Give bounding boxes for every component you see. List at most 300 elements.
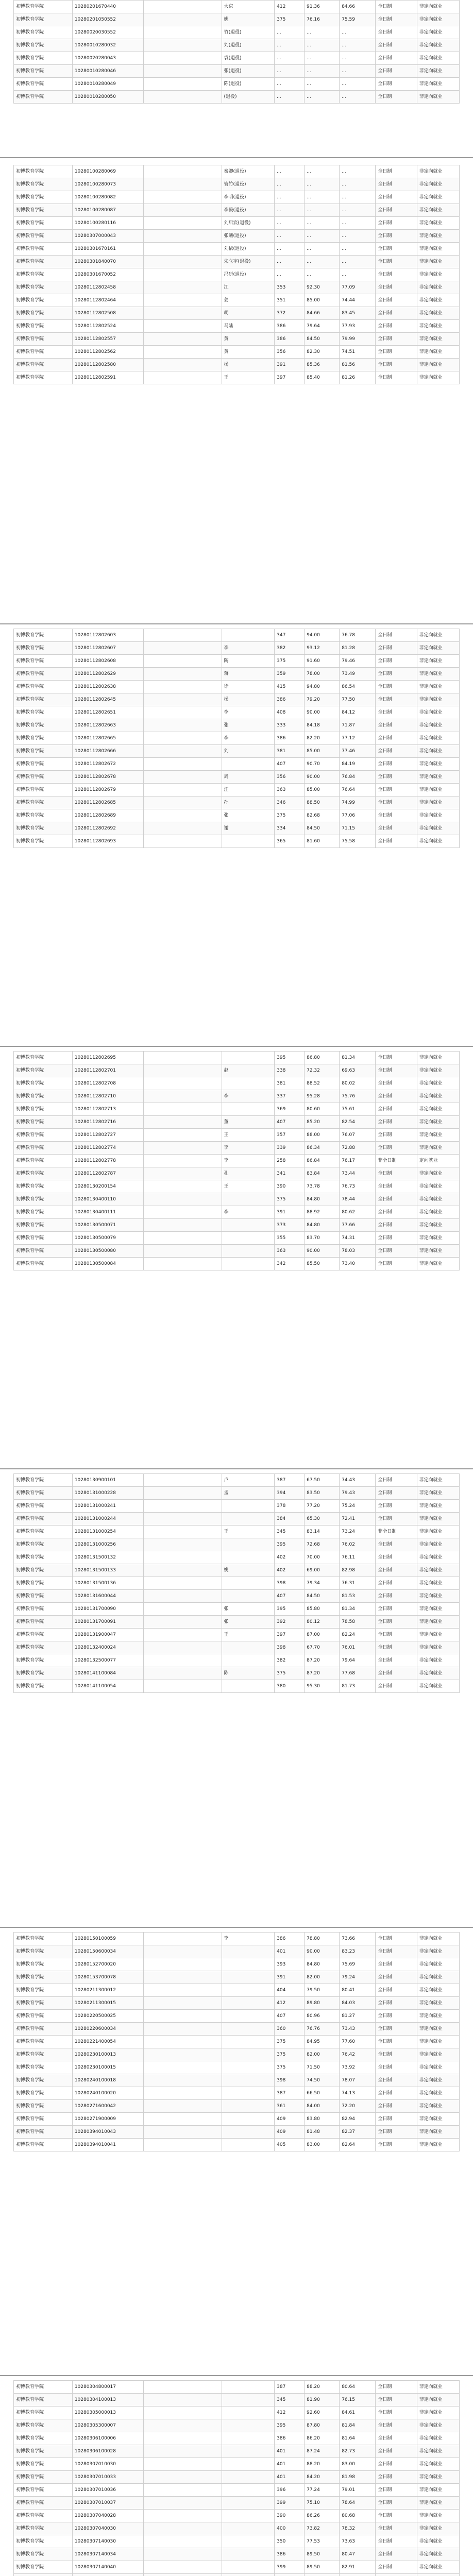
total-score-cell: 84.19 bbox=[340, 758, 376, 771]
page-divider bbox=[0, 1927, 473, 1928]
student-name-cell bbox=[222, 1958, 275, 1971]
initial-score-cell: 395 bbox=[275, 1052, 305, 1064]
study-mode-cell: 全日制 bbox=[376, 1933, 417, 1945]
total-score-cell: 75.24 bbox=[340, 1500, 376, 1513]
student-name-cell: 杨 bbox=[222, 359, 275, 371]
college-cell: 初博教育学院 bbox=[14, 2406, 73, 2419]
exam-id-cell: 10280112802695 bbox=[72, 1052, 143, 1064]
spacer-cell bbox=[144, 1077, 222, 1090]
total-score-cell: 82.94 bbox=[340, 2113, 376, 2126]
study-mode-cell: 全日制 bbox=[376, 2432, 417, 2445]
student-name-cell: 冯研(退役) bbox=[222, 268, 275, 281]
student-name-cell: 李毅(退役) bbox=[222, 204, 275, 217]
spacer-cell bbox=[144, 320, 222, 333]
total-score-cell: 76.31 bbox=[340, 1577, 376, 1590]
spacer-cell bbox=[144, 2087, 222, 2100]
student-name-cell: 张 bbox=[222, 1603, 275, 1616]
employment-type-cell: 非定向就业 bbox=[417, 655, 459, 668]
student-name-cell: 孙 bbox=[222, 796, 275, 809]
total-score-cell: 77.93 bbox=[340, 320, 376, 333]
table-row bbox=[14, 1206, 460, 1219]
retest-score-cell: 80.96 bbox=[305, 2010, 340, 2023]
student-name-cell bbox=[222, 2561, 275, 2574]
table-row bbox=[14, 1641, 460, 1654]
table-row bbox=[14, 681, 460, 693]
initial-score-cell: 387 bbox=[275, 2381, 305, 2394]
study-mode-cell: 全日制 bbox=[376, 732, 417, 745]
table-row bbox=[14, 2432, 460, 2445]
student-name-cell: 王 bbox=[222, 1526, 275, 1538]
spacer-cell bbox=[144, 668, 222, 681]
study-mode-cell: 全日制 bbox=[376, 2561, 417, 2574]
student-name-cell bbox=[222, 2471, 275, 2484]
exam-id-cell: 10280307040030 bbox=[72, 2522, 143, 2535]
total-score-cell: 79.01 bbox=[340, 2484, 376, 2497]
employment-type-cell: 非定向就业 bbox=[417, 13, 459, 26]
employment-type-cell: 非定向就业 bbox=[417, 281, 459, 294]
study-mode-cell: 全日制 bbox=[376, 1474, 417, 1487]
initial-score-cell: 369 bbox=[275, 1103, 305, 1116]
total-score-cell: 76.01 bbox=[340, 1641, 376, 1654]
study-mode-cell: 全日制 bbox=[376, 706, 417, 719]
table-row bbox=[14, 165, 460, 178]
spacer-cell bbox=[144, 1103, 222, 1116]
employment-type-cell: 非定向就业 bbox=[417, 243, 459, 256]
study-mode-cell: 全日制 bbox=[376, 2535, 417, 2548]
student-name-cell: 大京 bbox=[222, 1, 275, 13]
exam-id-cell: 10280304100013 bbox=[72, 2394, 143, 2406]
college-cell: 初博教育学院 bbox=[14, 1590, 73, 1603]
table-row bbox=[14, 1945, 460, 1958]
retest-score-cell: 77.24 bbox=[305, 2484, 340, 2497]
total-score-cell: 76.02 bbox=[340, 1538, 376, 1551]
study-mode-cell: 全日制 bbox=[376, 1193, 417, 1206]
employment-type-cell: 非定向就业 bbox=[417, 2087, 459, 2100]
spacer-cell bbox=[144, 359, 222, 371]
student-name-cell bbox=[222, 2113, 275, 2126]
spacer-cell bbox=[144, 1513, 222, 1526]
student-name-cell bbox=[222, 2406, 275, 2419]
student-name-cell bbox=[222, 2419, 275, 2432]
spacer-cell bbox=[144, 1258, 222, 1270]
exam-id-cell: 10280150100059 bbox=[72, 1933, 143, 1945]
initial-score-cell: 392 bbox=[275, 1616, 305, 1629]
page-divider bbox=[0, 157, 473, 158]
spacer-cell bbox=[144, 1052, 222, 1064]
college-cell: 初博教育学院 bbox=[14, 320, 73, 333]
exam-id-cell: 10280305300007 bbox=[72, 2419, 143, 2432]
total-score-cell: ... bbox=[340, 52, 376, 65]
college-cell: 初博教育学院 bbox=[14, 1103, 73, 1116]
total-score-cell: ... bbox=[340, 178, 376, 191]
table-row bbox=[14, 1245, 460, 1258]
retest-score-cell: 65.30 bbox=[305, 1513, 340, 1526]
total-score-cell: 73.44 bbox=[340, 1167, 376, 1180]
exam-id-cell: 10280132400024 bbox=[72, 1641, 143, 1654]
table-row bbox=[14, 835, 460, 848]
retest-score-cell: 94.00 bbox=[305, 629, 340, 642]
initial-score-cell: 405 bbox=[275, 2139, 305, 2151]
student-name-cell bbox=[222, 2394, 275, 2406]
table-block bbox=[13, 1473, 460, 1693]
retest-score-cell: ... bbox=[305, 268, 340, 281]
student-name-cell: 刘 bbox=[222, 745, 275, 758]
initial-score-cell: ... bbox=[275, 191, 305, 204]
employment-type-cell: 非定向就业 bbox=[417, 1590, 459, 1603]
table-row bbox=[14, 668, 460, 681]
college-cell: 初博教育学院 bbox=[14, 1958, 73, 1971]
total-score-cell: 77.66 bbox=[340, 1219, 376, 1232]
study-mode-cell: 全日制 bbox=[376, 2087, 417, 2100]
table-row bbox=[14, 1090, 460, 1103]
retest-score-cell: 78.00 bbox=[305, 668, 340, 681]
initial-score-cell: ... bbox=[275, 39, 305, 52]
student-name-cell bbox=[222, 1971, 275, 1984]
total-score-cell: 79.64 bbox=[340, 1654, 376, 1667]
exam-id-cell: 10280131000228 bbox=[72, 1487, 143, 1500]
total-score-cell: 82.73 bbox=[340, 2445, 376, 2458]
exam-id-cell: 10280307010033 bbox=[72, 2471, 143, 2484]
table-row bbox=[14, 1997, 460, 2010]
total-score-cell: 81.34 bbox=[340, 1603, 376, 1616]
exam-id-cell: 10280304800017 bbox=[72, 2381, 143, 2394]
spacer-cell bbox=[144, 1564, 222, 1577]
college-cell: 初博教育学院 bbox=[14, 1680, 73, 1693]
study-mode-cell: 全日制 bbox=[376, 693, 417, 706]
study-mode-cell: 全日制 bbox=[376, 2419, 417, 2432]
exam-id-cell: 10280131700091 bbox=[72, 1616, 143, 1629]
spacer-cell bbox=[144, 230, 222, 243]
spacer-cell bbox=[144, 1667, 222, 1680]
retest-score-cell: 85.00 bbox=[305, 294, 340, 307]
retest-score-cell: 76.16 bbox=[305, 13, 340, 26]
student-name-cell bbox=[222, 2126, 275, 2139]
initial-score-cell: 333 bbox=[275, 719, 305, 732]
college-cell: 初博教育学院 bbox=[14, 655, 73, 668]
total-score-cell: 82.98 bbox=[340, 1564, 376, 1577]
study-mode-cell: 全日制 bbox=[376, 1667, 417, 1680]
student-name-cell bbox=[222, 2087, 275, 2100]
employment-type-cell: 非定向就业 bbox=[417, 2484, 459, 2497]
total-score-cell: 74.43 bbox=[340, 1474, 376, 1487]
employment-type-cell: 非定向就业 bbox=[417, 1206, 459, 1219]
college-cell: 初博教育学院 bbox=[14, 1232, 73, 1245]
retest-score-cell: 95.28 bbox=[305, 1090, 340, 1103]
employment-type-cell: 非定向就业 bbox=[417, 268, 459, 281]
table-block bbox=[13, 1051, 460, 1270]
employment-type-cell: 非定向就业 bbox=[417, 2406, 459, 2419]
study-mode-cell: 全日制 bbox=[376, 2100, 417, 2113]
score-table bbox=[13, 165, 460, 384]
initial-score-cell: 391 bbox=[275, 359, 305, 371]
retest-score-cell: 90.00 bbox=[305, 706, 340, 719]
table-row bbox=[14, 1064, 460, 1077]
study-mode-cell: 全日制 bbox=[376, 230, 417, 243]
college-cell: 初博教育学院 bbox=[14, 1603, 73, 1616]
table-row bbox=[14, 2419, 460, 2432]
total-score-cell: 81.27 bbox=[340, 2010, 376, 2023]
table-row bbox=[14, 1513, 460, 1526]
initial-score-cell: 345 bbox=[275, 2394, 305, 2406]
exam-id-cell: 10280301670052 bbox=[72, 268, 143, 281]
table-row bbox=[14, 655, 460, 668]
exam-id-cell: 10280211300015 bbox=[72, 1997, 143, 2010]
total-score-cell: 81.98 bbox=[340, 2471, 376, 2484]
initial-score-cell: 401 bbox=[275, 2445, 305, 2458]
student-name-cell: 汪 bbox=[222, 784, 275, 796]
exam-id-cell: 10280130400110 bbox=[72, 1193, 143, 1206]
table-row bbox=[14, 243, 460, 256]
table-row bbox=[14, 1155, 460, 1167]
college-cell: 初博教育学院 bbox=[14, 1971, 73, 1984]
student-name-cell: 江 bbox=[222, 281, 275, 294]
table-row bbox=[14, 809, 460, 822]
total-score-cell: 69.63 bbox=[340, 1064, 376, 1077]
retest-score-cell: 77.53 bbox=[305, 2535, 340, 2548]
employment-type-cell: 非定向就业 bbox=[417, 1680, 459, 1693]
exam-id-cell: 10280020280043 bbox=[72, 52, 143, 65]
student-name-cell bbox=[222, 2484, 275, 2497]
exam-id-cell: 10280112802651 bbox=[72, 706, 143, 719]
employment-type-cell: 非定向就业 bbox=[417, 1129, 459, 1142]
employment-type-cell: 非定向就业 bbox=[417, 1667, 459, 1680]
spacer-cell bbox=[144, 1958, 222, 1971]
student-name-cell bbox=[222, 2023, 275, 2036]
retest-score-cell: 81.90 bbox=[305, 2394, 340, 2406]
study-mode-cell: 全日制 bbox=[376, 1654, 417, 1667]
total-score-cell: 76.78 bbox=[340, 629, 376, 642]
study-mode-cell: 全日制 bbox=[376, 1, 417, 13]
study-mode-cell: 全日制 bbox=[376, 771, 417, 784]
study-mode-cell: 全日制 bbox=[376, 1551, 417, 1564]
total-score-cell: 81.64 bbox=[340, 2432, 376, 2445]
retest-score-cell: 85.00 bbox=[305, 784, 340, 796]
total-score-cell: 80.41 bbox=[340, 1984, 376, 1997]
retest-score-cell: 79.50 bbox=[305, 1984, 340, 1997]
employment-type-cell: 非定向就业 bbox=[417, 1526, 459, 1538]
college-cell: 初博教育学院 bbox=[14, 281, 73, 294]
student-name-cell: 李 bbox=[222, 1090, 275, 1103]
study-mode-cell: 全日制 bbox=[376, 2484, 417, 2497]
total-score-cell: 79.99 bbox=[340, 333, 376, 346]
employment-type-cell: 非定向就业 bbox=[417, 629, 459, 642]
table-row bbox=[14, 758, 460, 771]
table-row bbox=[14, 2100, 460, 2113]
student-name-cell: 李 bbox=[222, 1206, 275, 1219]
employment-type-cell: 非定向就业 bbox=[417, 2139, 459, 2151]
employment-type-cell: 非定向就业 bbox=[417, 2394, 459, 2406]
spacer-cell bbox=[144, 307, 222, 320]
employment-type-cell: 非定向就业 bbox=[417, 217, 459, 230]
retest-score-cell: 88.92 bbox=[305, 1206, 340, 1219]
table-row bbox=[14, 217, 460, 230]
total-score-cell: ... bbox=[340, 217, 376, 230]
spacer-cell bbox=[144, 256, 222, 268]
study-mode-cell: 全日制 bbox=[376, 204, 417, 217]
spacer-cell bbox=[144, 52, 222, 65]
exam-id-cell: 10280150600034 bbox=[72, 1945, 143, 1958]
spacer-cell bbox=[144, 1577, 222, 1590]
student-name-cell: 蒋 bbox=[222, 668, 275, 681]
table-row bbox=[14, 1142, 460, 1155]
table-block bbox=[13, 629, 460, 848]
retest-score-cell: ... bbox=[305, 178, 340, 191]
employment-type-cell: 非定向就业 bbox=[417, 1933, 459, 1945]
table-row bbox=[14, 13, 460, 26]
employment-type-cell: 非定向就业 bbox=[417, 1577, 459, 1590]
initial-score-cell: 390 bbox=[275, 1180, 305, 1193]
initial-score-cell: 401 bbox=[275, 1945, 305, 1958]
retest-score-cell: ... bbox=[305, 52, 340, 65]
exam-id-cell: 10280112802685 bbox=[72, 796, 143, 809]
college-cell: 初博教育学院 bbox=[14, 1654, 73, 1667]
exam-id-cell: 10280271900009 bbox=[72, 2113, 143, 2126]
total-score-cell: 83.23 bbox=[340, 1945, 376, 1958]
exam-id-cell: 10280112802701 bbox=[72, 1064, 143, 1077]
exam-id-cell: 10280307010036 bbox=[72, 2484, 143, 2497]
total-score-cell: 74.99 bbox=[340, 796, 376, 809]
score-table bbox=[13, 629, 460, 848]
exam-id-cell: 10280112802638 bbox=[72, 681, 143, 693]
employment-type-cell: 非定向就业 bbox=[417, 732, 459, 745]
spacer-cell bbox=[144, 178, 222, 191]
initial-score-cell: 401 bbox=[275, 2471, 305, 2484]
table-row bbox=[14, 1167, 460, 1180]
study-mode-cell: 全日制 bbox=[376, 1629, 417, 1641]
study-mode-cell: 全日制 bbox=[376, 2381, 417, 2394]
college-cell: 初博教育学院 bbox=[14, 1064, 73, 1077]
retest-score-cell: 88.20 bbox=[305, 2381, 340, 2394]
retest-score-cell: 67.50 bbox=[305, 1474, 340, 1487]
student-name-cell: 秦卿(退役) bbox=[222, 165, 275, 178]
employment-type-cell: 非定向就业 bbox=[417, 758, 459, 771]
total-score-cell: 82.24 bbox=[340, 1629, 376, 1641]
spacer-cell bbox=[144, 2394, 222, 2406]
initial-score-cell: 381 bbox=[275, 745, 305, 758]
spacer-cell bbox=[144, 281, 222, 294]
spacer-cell bbox=[144, 2074, 222, 2087]
student-name-cell: 刘依(退役) bbox=[222, 243, 275, 256]
employment-type-cell: 非定向就业 bbox=[417, 1564, 459, 1577]
student-name-cell: 李 bbox=[222, 642, 275, 655]
table-row bbox=[14, 268, 460, 281]
table-row bbox=[14, 822, 460, 835]
student-name-cell: 孟 bbox=[222, 1487, 275, 1500]
study-mode-cell: 全日制 bbox=[376, 1219, 417, 1232]
spacer-cell bbox=[144, 1232, 222, 1245]
total-score-cell: 71.15 bbox=[340, 822, 376, 835]
employment-type-cell: 非定向就业 bbox=[417, 1, 459, 13]
study-mode-cell: 全日制 bbox=[376, 2471, 417, 2484]
initial-score-cell: 408 bbox=[275, 706, 305, 719]
total-score-cell: 75.58 bbox=[340, 835, 376, 848]
college-cell: 初博教育学院 bbox=[14, 2061, 73, 2074]
college-cell: 初博教育学院 bbox=[14, 2010, 73, 2023]
spacer-cell bbox=[144, 1219, 222, 1232]
exam-id-cell: 10280240100020 bbox=[72, 2087, 143, 2100]
employment-type-cell: 非定向就业 bbox=[417, 2061, 459, 2074]
retest-score-cell: 82.20 bbox=[305, 732, 340, 745]
table-row bbox=[14, 39, 460, 52]
study-mode-cell: 全日制 bbox=[376, 39, 417, 52]
retest-score-cell: 88.00 bbox=[305, 1129, 340, 1142]
employment-type-cell: 非定向就业 bbox=[417, 2074, 459, 2087]
employment-type-cell: 非定向就业 bbox=[417, 822, 459, 835]
exam-id-cell: 10280112802580 bbox=[72, 359, 143, 371]
total-score-cell: 72.88 bbox=[340, 1142, 376, 1155]
table-row bbox=[14, 1526, 460, 1538]
college-cell: 初博教育学院 bbox=[14, 2484, 73, 2497]
study-mode-cell: 全日制 bbox=[376, 2394, 417, 2406]
student-name-cell bbox=[222, 2048, 275, 2061]
table-row bbox=[14, 732, 460, 745]
retest-score-cell: 85.80 bbox=[305, 1603, 340, 1616]
employment-type-cell: 非定向就业 bbox=[417, 2522, 459, 2535]
employment-type-cell: 非定向就业 bbox=[417, 165, 459, 178]
employment-type-cell: 非定向就业 bbox=[417, 65, 459, 78]
total-score-cell: 75.59 bbox=[340, 13, 376, 26]
student-name-cell bbox=[222, 835, 275, 848]
initial-score-cell: 390 bbox=[275, 2510, 305, 2522]
spacer-cell bbox=[144, 2406, 222, 2419]
employment-type-cell: 非定向就业 bbox=[417, 2048, 459, 2061]
employment-type-cell: 非定向就业 bbox=[417, 2126, 459, 2139]
spacer-cell bbox=[144, 1129, 222, 1142]
employment-type-cell: 非定向就业 bbox=[417, 1945, 459, 1958]
college-cell: 初博教育学院 bbox=[14, 2458, 73, 2471]
study-mode-cell: 全日制 bbox=[376, 191, 417, 204]
spacer-cell bbox=[144, 2113, 222, 2126]
table-row bbox=[14, 784, 460, 796]
study-mode-cell: 全日制 bbox=[376, 629, 417, 642]
retest-score-cell: ... bbox=[305, 243, 340, 256]
student-name-cell: 赵 bbox=[222, 1064, 275, 1077]
initial-score-cell: ... bbox=[275, 178, 305, 191]
retest-score-cell: 84.50 bbox=[305, 333, 340, 346]
table-row bbox=[14, 1232, 460, 1245]
employment-type-cell: 非定向就业 bbox=[417, 191, 459, 204]
total-score-cell: ... bbox=[340, 165, 376, 178]
total-score-cell: ... bbox=[340, 268, 376, 281]
exam-id-cell: 10280152700020 bbox=[72, 1958, 143, 1971]
table-row bbox=[14, 1500, 460, 1513]
table-row bbox=[14, 1219, 460, 1232]
employment-type-cell: 非定向就业 bbox=[417, 91, 459, 104]
total-score-cell: ... bbox=[340, 230, 376, 243]
initial-score-cell: ... bbox=[275, 26, 305, 39]
total-score-cell: 82.54 bbox=[340, 1116, 376, 1129]
retest-score-cell: 84.80 bbox=[305, 1193, 340, 1206]
table-block bbox=[13, 0, 460, 104]
employment-type-cell: 非定向就业 bbox=[417, 2432, 459, 2445]
spacer-cell bbox=[144, 65, 222, 78]
table-row bbox=[14, 1667, 460, 1680]
college-cell: 初博教育学院 bbox=[14, 359, 73, 371]
exam-id-cell: 10280112802710 bbox=[72, 1090, 143, 1103]
student-name-cell bbox=[222, 1232, 275, 1245]
study-mode-cell: 全日制 bbox=[376, 1958, 417, 1971]
study-mode-cell: 全日制 bbox=[376, 1052, 417, 1064]
table-row bbox=[14, 706, 460, 719]
employment-type-cell: 非定向就业 bbox=[417, 359, 459, 371]
total-score-cell: 84.03 bbox=[340, 1997, 376, 2010]
employment-type-cell: 非定向就业 bbox=[417, 1077, 459, 1090]
spacer-cell bbox=[144, 1, 222, 13]
college-cell: 初博教育学院 bbox=[14, 732, 73, 745]
college-cell: 初博教育学院 bbox=[14, 78, 73, 91]
initial-score-cell: 356 bbox=[275, 346, 305, 359]
college-cell: 初博教育学院 bbox=[14, 2074, 73, 2087]
